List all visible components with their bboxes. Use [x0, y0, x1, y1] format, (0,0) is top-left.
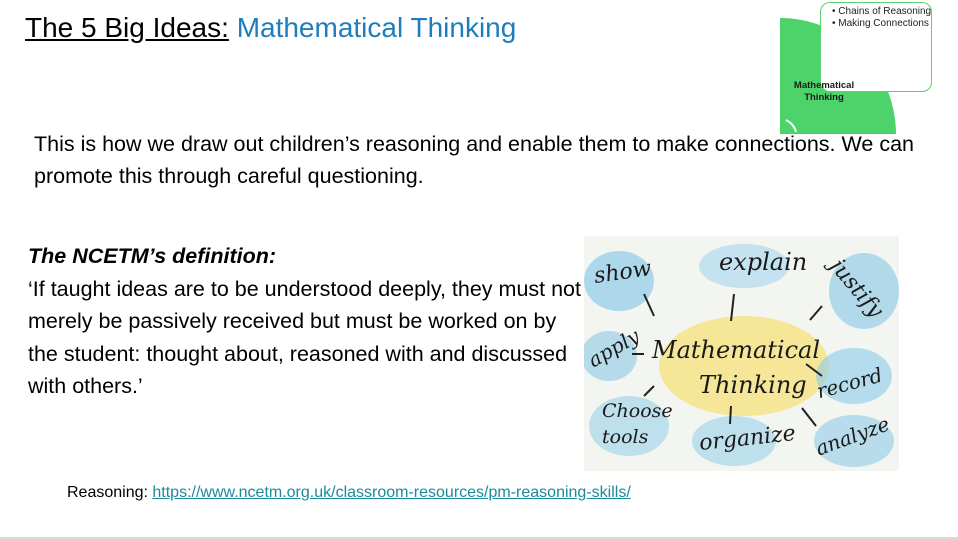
word-explain: explain — [719, 248, 808, 276]
title-prefix: The 5 Big Ideas: — [25, 12, 229, 43]
bullet-item: • Chains of Reasoning — [832, 6, 931, 18]
bullet-list — [832, 6, 931, 30]
segment-label: Mathematical Thinking — [793, 80, 855, 103]
intro-text: This is how we draw out children’s reasoning and enable them to make connections. We can promote this through careful questioning. — [34, 132, 914, 188]
reference-label: Reasoning: — [67, 484, 153, 501]
center-line-1: Mathematical — [652, 336, 820, 364]
word-organize: organize — [697, 421, 797, 456]
bullet-item: • Making Connections — [832, 18, 931, 30]
definition-heading: The NCETM’s definition: — [28, 244, 277, 268]
slide-title — [25, 12, 516, 44]
word-analyze: analyze — [812, 411, 893, 461]
big-ideas-diagram — [780, 0, 958, 134]
reference-link[interactable]: https://www.ncetm.org.uk/classroom-resources/pm-reasoning-skills/ — [152, 484, 631, 501]
definition-block — [28, 240, 588, 403]
word-apply: apply — [583, 323, 644, 373]
mathematical-thinking-image — [584, 236, 899, 471]
definition-quote: ‘If taught ideas are to be understood deeply, they must not merely be passively received but must be worked on by the student: thought about, reasoned with and discussed with others.’ — [28, 276, 581, 399]
word-justify: justify — [824, 254, 889, 323]
center-line-2: Thinking — [699, 371, 807, 399]
reference-line — [67, 484, 631, 502]
word-record: record — [814, 362, 885, 404]
word-show: show — [592, 256, 654, 289]
title-topic: Mathematical Thinking — [236, 12, 517, 43]
word-choose-tools: Choose tools — [602, 400, 673, 448]
